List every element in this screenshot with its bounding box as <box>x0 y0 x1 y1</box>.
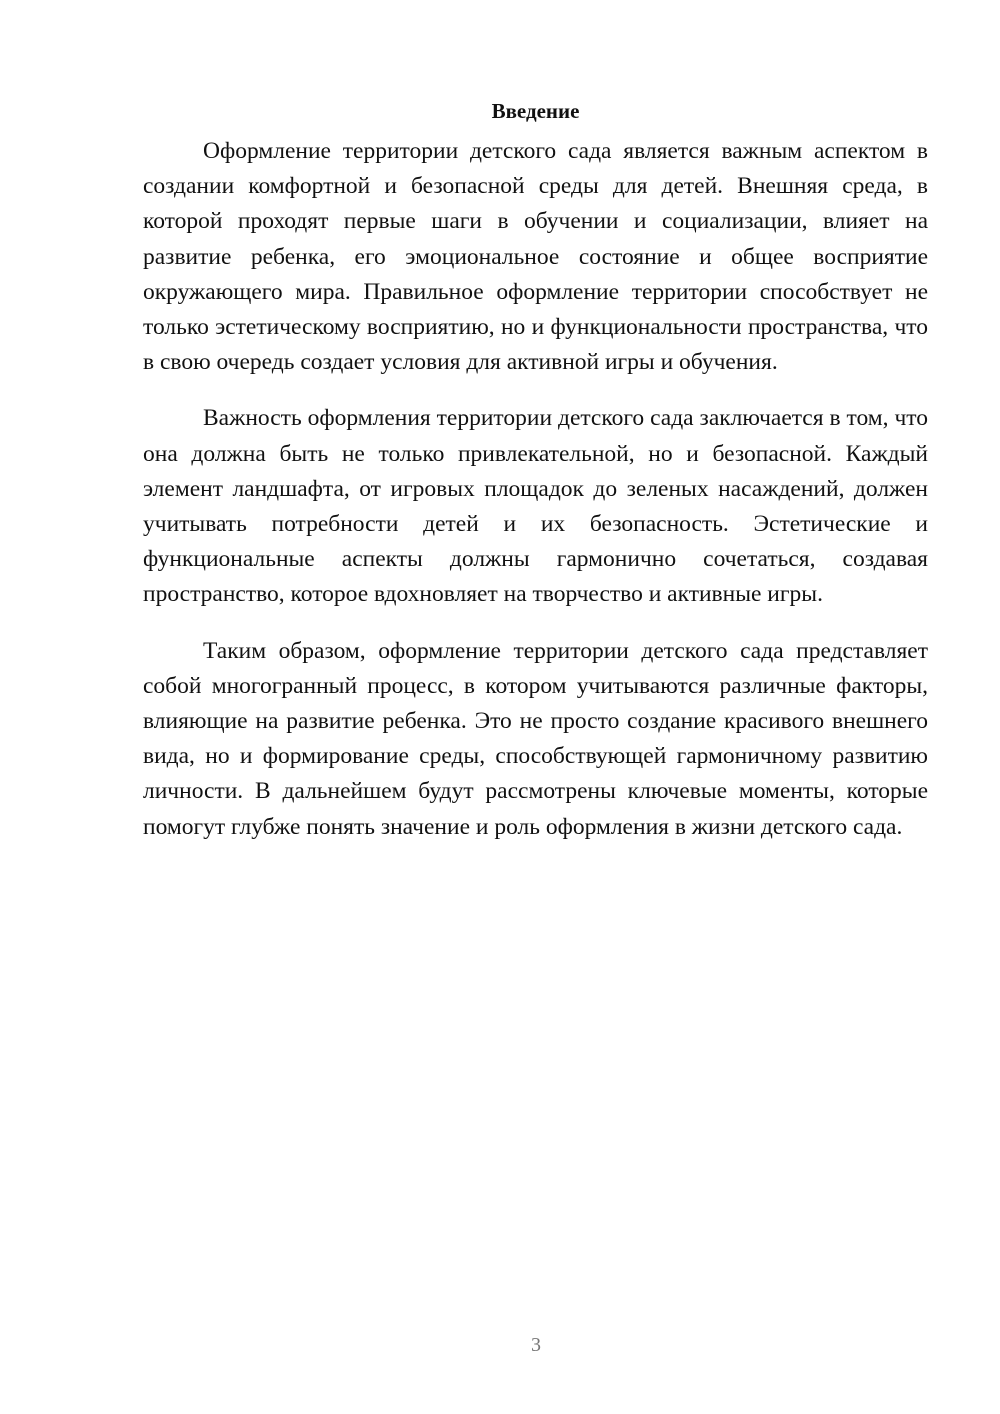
paragraph-1: Оформление территории детского сада является важным аспектом в создании комфортной и безопасной среды для детей. Внешняя среда, в которой проходят первые шаги в обучении и социализации, влияет на развитие ребенка, его эмоциональное состояние и общее восприятие окружающего мира. Правильное оформление территории способствует не только эстетическому восприятию, но и функциональности пространства, что в свою очередь создает условия для активной игры и обучения. <box>143 138 928 376</box>
page-number: 3 <box>531 1334 541 1356</box>
paragraph-2: Важность оформления территории детского сада заключается в том, что она должна быть не только привлекательной, но и безопасной. Каждый элемент ландшафта, от игровых площадок до зеленых насаждений, должен учитывать потребности детей и их безопасность. Эстетические и функциональные аспекты должны гармонично сочетаться, создавая пространство, которое вдохновляет на творчество и активные игры. <box>143 405 928 608</box>
section-title: Введение <box>491 99 580 123</box>
page-content <box>143 96 928 866</box>
paragraph-3: Таким образом, оформление территории детского сада представляет собой многогранный процесс, в котором учитываются различные факторы, влияющие на развитие ребенка. Это не просто создание красивого внешнего вида, но и формирование среды, способствующей гармоничному развитию личности. В дальнейшем будут рассмотрены ключевые моменты, которые помогут глубже понять значение и роль оформления в жизни детского сада. <box>143 637 928 840</box>
